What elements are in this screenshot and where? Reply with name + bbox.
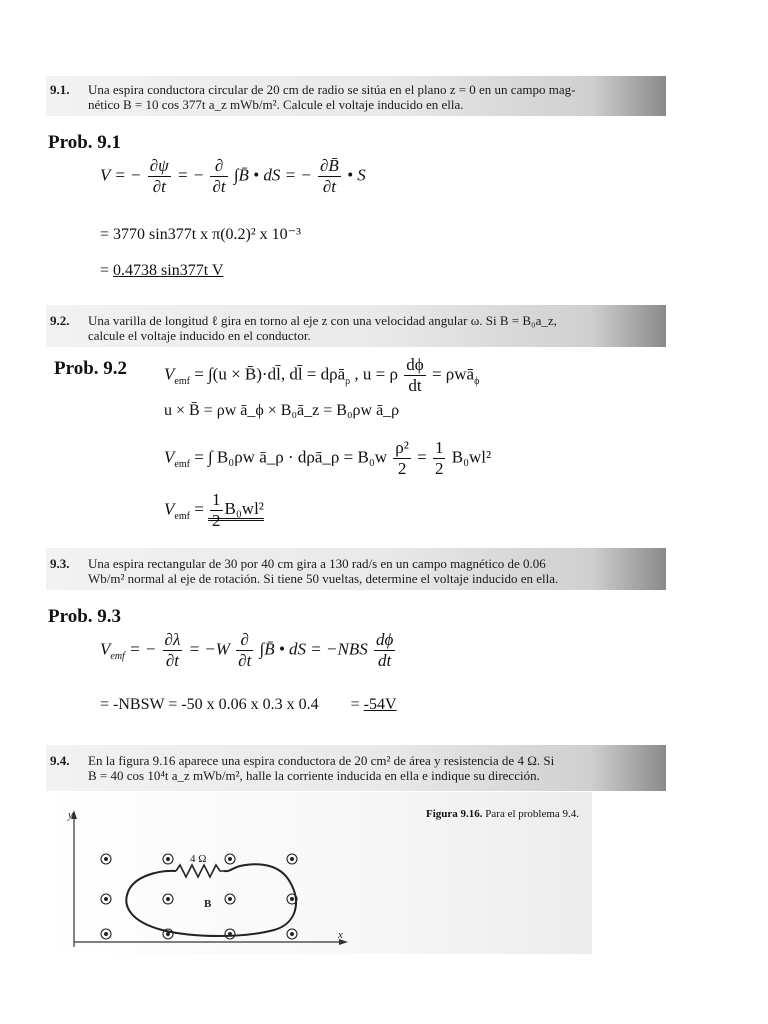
statement-line-2: calcule el voltaje inducido en el conductor. — [88, 328, 311, 343]
eq-text: V = − — [100, 165, 142, 185]
eq-text: = — [417, 447, 427, 467]
eq-text: , u = ρ — [354, 364, 398, 384]
equation-9-1-line-1 — [100, 156, 366, 197]
problem-9-2-statement — [46, 305, 666, 347]
fraction — [210, 490, 223, 531]
field-markers — [101, 854, 297, 939]
resistor-symbol — [176, 865, 224, 877]
eq-text: = — [350, 696, 364, 713]
equation-9-2-line-1: $V_{emf} = \int(u$ × B̄)·dl̄, dl̄ = dρā$_\rho$ , u = ρ $\frac{d\phi}{dt}$ = ρwā$_\phi$ — [164, 355, 480, 395]
fraction — [318, 156, 341, 197]
denominator: ∂t — [165, 651, 179, 670]
x-axis-label: x — [338, 929, 343, 941]
statement-line-2: nético B = 10 cos 377t a_z mWb/m². Calcule el voltaje inducido en ella. — [88, 97, 464, 112]
y-axis-label: y — [68, 809, 73, 821]
numerator: ∂λ — [164, 630, 181, 649]
equation-9-2-line-4 — [164, 490, 264, 531]
problem-number: 9.3. — [50, 556, 70, 571]
fraction — [236, 630, 253, 671]
v-symbol: V — [100, 639, 111, 659]
prob-title: Prob. 9.2 — [54, 358, 128, 379]
denominator: ∂t — [212, 177, 226, 196]
equation-9-1-line-3 — [100, 262, 223, 280]
numerator: dϕ — [406, 355, 424, 374]
v-symbol: V — [164, 364, 175, 384]
denominator: ∂t — [322, 177, 336, 196]
problem-9-3-statement — [46, 548, 666, 590]
answer: 0.4738 sin377t V — [113, 262, 224, 279]
v-symbol: V — [164, 499, 175, 519]
fraction — [374, 630, 395, 671]
denominator: ∂t — [238, 651, 252, 670]
equation-9-3-line-1 — [100, 630, 397, 671]
equation-9-1-line-2: = 3770 sin377t x π(0.2)² x 10⁻³ — [100, 226, 301, 243]
problem-number: 9.1. — [50, 82, 70, 97]
fraction — [210, 156, 227, 197]
statement-line-2: B = 40 cos 10⁴t a_z mWb/m², halle la corriente inducida en ella e indique su dirección. — [88, 768, 540, 783]
numerator: 1 — [212, 490, 221, 509]
eq-text: = −W — [188, 639, 230, 659]
denominator: 2 — [434, 459, 444, 478]
caption-label: Figura 9.16. — [426, 808, 483, 820]
problem-number: 9.4. — [50, 753, 70, 768]
answer: -54V — [363, 696, 397, 713]
numerator: ρ² — [395, 438, 409, 457]
prob-title: Prob. 9.3 — [48, 606, 122, 627]
numerator: dϕ — [375, 630, 394, 649]
fraction — [163, 630, 183, 671]
problem-number: 9.2. — [50, 313, 70, 328]
equation-9-3-line-2 — [100, 696, 397, 714]
statement-line-1: Una espira rectangular de 30 por 40 cm gira a 130 rad/s en un campo magnético de 0.06 — [88, 556, 546, 571]
equation-9-2-line-2: u × B̄ = ρw ā_ϕ × B₀ā_z = B₀ρw ā_ρ — [164, 402, 400, 419]
denominator: 2 — [212, 511, 221, 530]
denominator: dt — [408, 376, 422, 395]
eq-text: • S — [347, 165, 366, 185]
eq-text: = ∫(u × B̄)·dl̄, dl̄ = dρā — [194, 364, 346, 384]
eq-text: B₀wl² — [224, 499, 264, 519]
problem-9-4-statement — [46, 745, 666, 791]
numerator: ∂ψ — [149, 156, 169, 175]
statement-line-1: Una espira conductora circular de 20 cm de radio se sitúa en el plano z = 0 en un campo mag- — [88, 82, 576, 97]
equation-9-2-line-3 — [164, 438, 491, 479]
numerator: ∂ — [210, 156, 227, 177]
numerator: 1 — [434, 438, 444, 457]
eq-text: = − — [177, 165, 205, 185]
subscript: emf — [174, 458, 190, 470]
subscript: emf — [110, 650, 125, 662]
resistor-label: 4 Ω — [190, 853, 207, 865]
eq-text: = − — [129, 639, 157, 659]
statement-line-2: Wb/m² normal al eje de rotación. Si tiene 50 vueltas, determine el voltaje inducido en ella. — [88, 571, 559, 586]
numerator: ∂B̄ — [320, 156, 339, 175]
eq-text: = — [100, 262, 114, 279]
prob-title: Prob. 9.1 — [48, 132, 122, 153]
denominator: ∂t — [152, 177, 166, 196]
fraction — [393, 438, 411, 479]
subscript: emf — [174, 510, 190, 522]
eq-text: ∫B̄ • dS = −NBS — [259, 639, 368, 659]
eq-text: = ∫ B₀ρw ā_ρ · dρā_ρ = B₀w — [194, 447, 388, 467]
loop-diagram — [44, 792, 592, 954]
numerator: ∂ — [236, 630, 253, 651]
fraction — [404, 355, 425, 396]
figure-9-16 — [44, 792, 592, 954]
caption-text: Para el problema 9.4. — [482, 808, 580, 820]
eq-text: = — [194, 499, 204, 519]
statement-line-1: Una varilla de longitud ℓ gira en torno al eje z con una velocidad angular ω. Si B = B₀a_z, — [88, 313, 557, 328]
fraction — [433, 438, 446, 479]
problem-9-1-statement — [46, 76, 666, 116]
fraction — [148, 156, 171, 197]
subscript: emf — [174, 375, 190, 387]
field-label: B — [204, 898, 212, 910]
denominator: dt — [378, 651, 392, 670]
denominator: 2 — [397, 459, 407, 478]
statement-line-1: En la figura 9.16 aparece una espira conductora de 20 cm² de área y resistencia de 4 Ω. Si — [88, 753, 555, 768]
v-symbol: V — [164, 447, 175, 467]
eq-text: B₀wl² — [451, 447, 492, 467]
eq-text: = -NBSW = -50 x 0.06 x 0.3 x 0.4 — [100, 696, 319, 713]
eq-text: ∫B̄ • dS = − — [233, 165, 312, 185]
eq-text: = ρwā — [431, 364, 475, 384]
answer — [208, 490, 264, 530]
